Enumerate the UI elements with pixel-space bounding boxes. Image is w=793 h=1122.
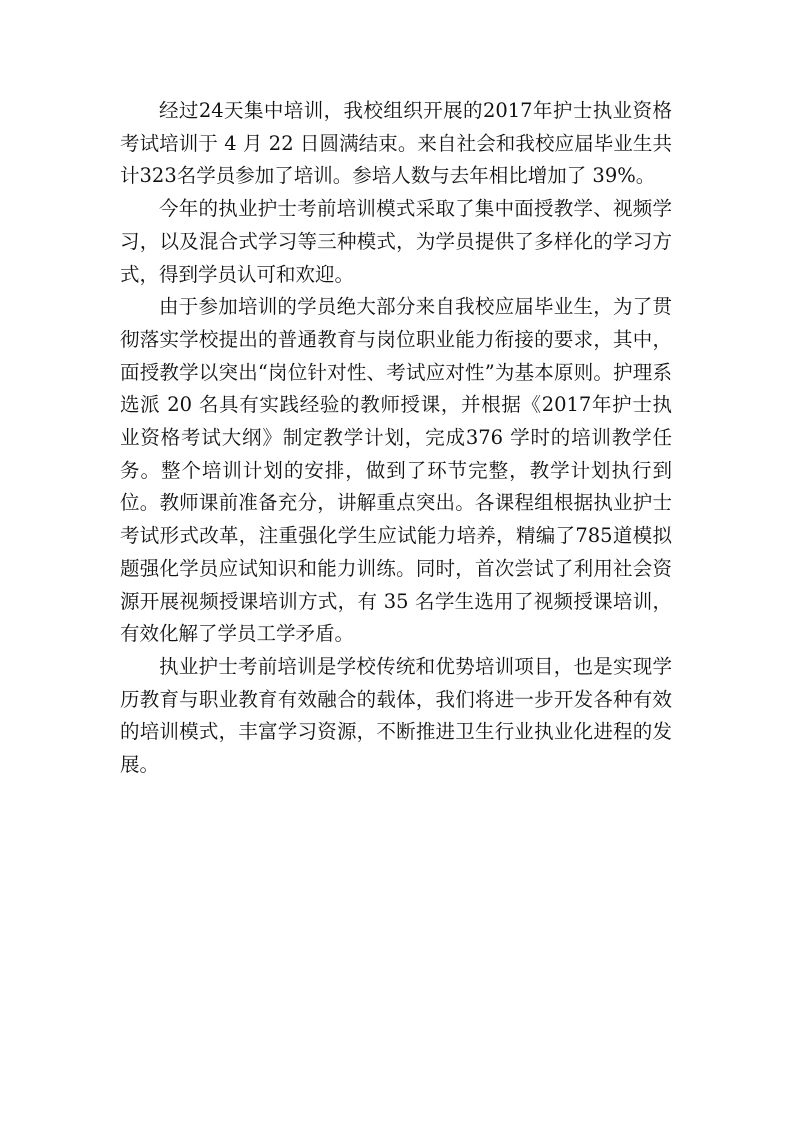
paragraph-training-modes: 今年的执业护士考前培训模式采取了集中面授教学、视频学习，以及混合式学习等三种模式，为学员提供了多样化的学习方式，得到学员认可和欢迎。 [120, 197, 672, 286]
paragraph-training-summary: 经过24天集中培训，我校组织开展的2017年护士执业资格考试培训于 4 月 22 日圆满结束。来自社会和我校应届毕业生共计323名学员参加了培训。参培人数与去年相比增加了 39%。 [120, 99, 672, 188]
paragraph-conclusion: 执业护士考前培训是学校传统和优势培训项目，也是实现学历教育与职业教育有效融合的载体，我们将进一步开发各种有效的培训模式，丰富学习资源，不断推进卫生行业执业化进程的发展。 [120, 654, 672, 777]
paragraph-teaching-details: 由于参加培训的学员绝大部分来自我校应届毕业生，为了贯彻落实学校提出的普通教育与岗位职业能力衔接的要求，其中，面授教学以突出“岗位针对性、考试应对性”为基本原则。护理系选派 20 名具有实践经验的教师授课，并根据《2017年护士执业资格考试大纲》制定教学计划，完成376 学时的培训教学任务。整个培训计划的安排，做到了环节完整，教学计划执行到位。教师课前准备充分，讲解重点突出。各课程组根据执业护士考试形式改革，注重强化学生应试能力培养，精编了785道模拟题强化学员应试知识和能力训练。同时，首次尝试了利用社会资源开展视频授课培训方式，有 35 名学生选用了视频授课培训，有效化解了学员工学矛盾。 [120, 295, 672, 646]
document-body [120, 95, 672, 782]
